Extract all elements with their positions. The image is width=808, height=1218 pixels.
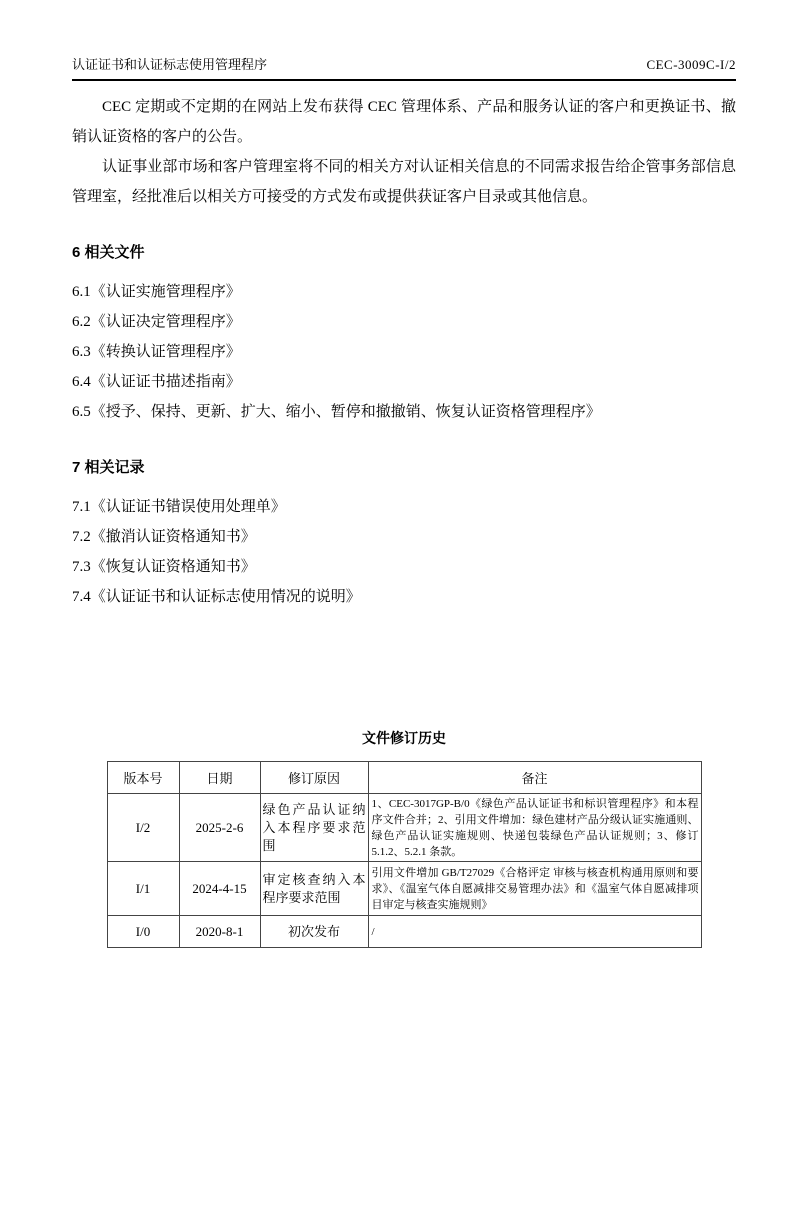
revision-history-table [107,761,702,948]
related-doc-item-3: 6.3《转换认证管理程序》 [72,344,241,360]
related-documents-list [72,277,736,427]
date-cell: 2025-2-6 [179,794,260,862]
page-header [72,54,736,81]
section-7-heading: 7 相关记录 [72,459,145,476]
col-header-version: 版本号 [107,762,179,794]
col-header-remark: 备注 [368,762,701,794]
section-6-heading: 6 相关文件 [72,244,145,261]
reason-cell: 绿色产品认证纳入本程序要求范围 [260,794,368,862]
related-record-item-3: 7.3《恢复认证资格通知书》 [72,559,256,575]
document-number: CEC-3009C-I/2 [646,57,736,72]
related-doc-item-5: 6.5《授予、保持、更新、扩大、缩小、暂停和撤撤销、恢复认证资格管理程序》 [72,404,601,420]
col-header-date: 日期 [179,762,260,794]
revision-history-title: 文件修订历史 [362,730,446,746]
body-paragraph-2: 认证事业部市场和客户管理室将不同的相关方对认证相关信息的不同需求报告给企管事务部信息管理室，经批准后以相关方可接受的方式发布或提供获证客户目录或其他信息。 [72,159,736,205]
date-cell: 2024-4-15 [179,862,260,916]
table-row [107,862,701,916]
version-cell: I/0 [107,916,179,948]
date-cell: 2020-8-1 [179,916,260,948]
table-row [107,916,701,948]
related-record-item-2: 7.2《撤消认证资格通知书》 [72,529,256,545]
remark-cell: 1、CEC-3017GP-B/0《绿色产品认证证书和标识管理程序》和本程序文件合并；2、引用文件增加：绿色建材产品分级认证实施通则、绿色产品认证实施规则、快递包装绿色产品认证规则；3、修订 5.1.2、5.2.1 条款。 [368,794,701,862]
col-header-reason: 修订原因 [260,762,368,794]
version-cell: I/1 [107,862,179,916]
related-doc-item-4: 6.4《认证证书描述指南》 [72,374,241,390]
related-records-list [72,492,736,612]
table-row [107,794,701,862]
body-text [72,92,736,212]
related-record-item-4: 7.4《认证证书和认证标志使用情况的说明》 [72,589,361,605]
version-cell: I/2 [107,794,179,862]
related-record-item-1: 7.1《认证证书错误使用处理单》 [72,499,286,515]
remark-cell: 引用文件增加 GB/T27029《合格评定 审核与核查机构通用原则和要求》、《温室气体自愿减排交易管理办法》和《温室气体自愿减排项目审定与核查实施规则》 [368,862,701,916]
related-doc-item-2: 6.2《认证决定管理程序》 [72,314,241,330]
reason-cell: 审定核查纳入本程序要求范围 [260,862,368,916]
reason-cell: 初次发布 [260,916,368,948]
document-title: 认证证书和认证标志使用管理程序 [72,57,268,72]
related-doc-item-1: 6.1《认证实施管理程序》 [72,284,241,300]
remark-cell: / [368,916,701,948]
table-header-row [107,762,701,794]
body-paragraph-1: CEC 定期或不定期的在网站上发布获得 CEC 管理体系、产品和服务认证的客户和更换证书、撤销认证资格的客户的公告。 [72,99,736,145]
